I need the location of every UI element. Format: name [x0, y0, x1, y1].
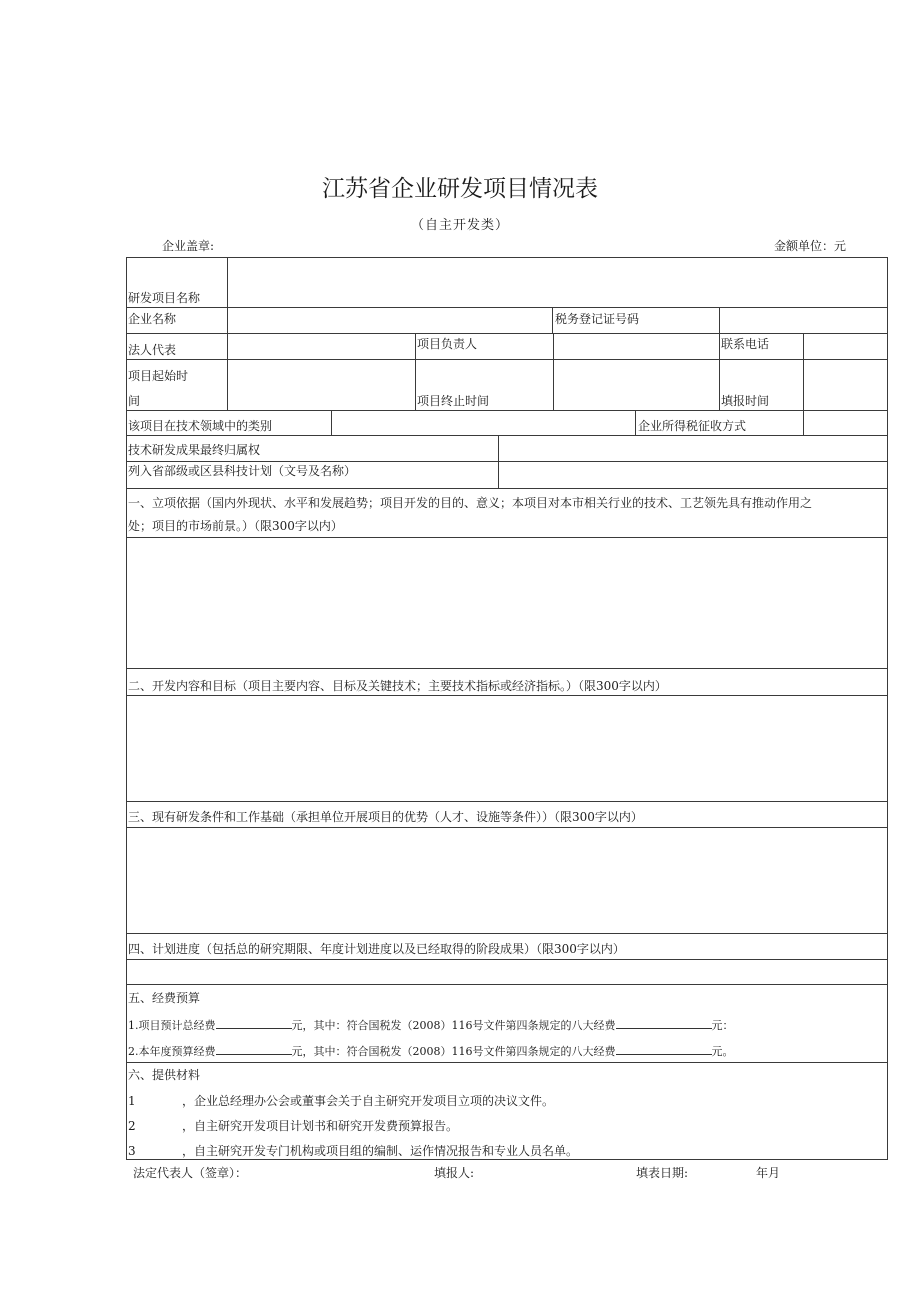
- budget-total-blank[interactable]: [216, 1018, 292, 1029]
- label-legal-representative: 法人代表: [128, 343, 177, 357]
- material-2-text: ，自主研究开发项目计划书和研究开发费预算报告。: [182, 1119, 459, 1133]
- label-tax-method: 企业所得税征收方式: [638, 419, 747, 433]
- filler-label: 填报人:: [434, 1166, 475, 1180]
- legal-rep-signature-label: 法定代表人（签章）：: [133, 1166, 248, 1180]
- material-2-num: 2: [128, 1119, 136, 1133]
- budget-annual-mid: 元，其中：符合国税发（2008）116号文件第四条规定的八大经费: [291, 1045, 616, 1058]
- budget-total-eight-blank[interactable]: [616, 1018, 712, 1029]
- label-contact-phone: 联系电话: [721, 337, 770, 351]
- label-company-name: 企业名称: [128, 312, 177, 326]
- label-start-time-cont: 间: [128, 394, 141, 408]
- label-tech-category: 该项目在技术领域中的类别: [128, 419, 273, 433]
- section-1-heading: 一、立项依据（国内外现状、水平和发展趋势；项目开发的目的、意义；本项目对本市相关行业的技术、工艺领先具有推动作用之: [128, 496, 813, 510]
- label-result-ownership: 技术研发成果最终归属权: [128, 443, 261, 457]
- label-project-name: 研发项目名称: [128, 291, 201, 305]
- section-1-heading-cont: 处；项目的市场前景。）（限300字以内）: [128, 519, 343, 533]
- material-1-num: 1: [128, 1094, 136, 1108]
- section-2-heading: 二、开发内容和目标（项目主要内容、目标及关键技术；主要技术指标或经济指标。）（限300字以内）: [128, 679, 667, 693]
- amount-unit-label: 金额单位：元: [774, 239, 847, 253]
- label-fill-time: 填报时间: [721, 394, 770, 408]
- budget-total-end: 元：: [711, 1019, 734, 1032]
- material-3-num: 3: [128, 1144, 136, 1158]
- budget-annual-blank[interactable]: [216, 1044, 292, 1055]
- fill-date-label: 填表日期:: [636, 1166, 689, 1180]
- label-project-lead: 项目负责人: [417, 337, 478, 351]
- company-seal-label: 企业盖章:: [162, 239, 215, 253]
- form-table: [126, 257, 888, 1160]
- label-tax-registration-number: 税务登记证号码: [555, 312, 640, 326]
- label-start-time: 项目起始时: [128, 369, 189, 383]
- section-6-heading: 六、提供材料: [128, 1068, 201, 1082]
- section-3-heading: 三、现有研发条件和工作基础（承担单位开展项目的优势（人才、设施等条件））（限300字以内）: [128, 810, 643, 824]
- budget-total-line: [128, 1018, 734, 1033]
- section-4-heading: 四、计划进度（包括总的研究期限、年度计划进度以及已经取得的阶段成果）（限300字以内）: [128, 942, 625, 956]
- budget-annual-line: [128, 1044, 734, 1059]
- budget-annual-end: 元。: [711, 1045, 734, 1058]
- page-title: 江苏省企业研发项目情况表: [322, 176, 598, 202]
- budget-total-label: 1.项目预计总经费: [128, 1019, 216, 1032]
- year-month-label: 年月: [756, 1166, 781, 1180]
- budget-total-mid: 元，其中：符合国税发（2008）116号文件第四条规定的八大经费: [291, 1019, 616, 1032]
- section-5-heading: 五、经费预算: [128, 991, 201, 1005]
- budget-annual-eight-blank[interactable]: [616, 1044, 712, 1055]
- label-end-time: 项目终止时间: [417, 394, 490, 408]
- label-listed-plan: 列入省部级或区县科技计划（文号及名称）: [128, 464, 357, 478]
- budget-annual-label: 2.本年度预算经费: [128, 1045, 216, 1058]
- material-1-text: ，企业总经理办公会或董事会关于自主研究开发项目立项的决议文件。: [182, 1094, 555, 1108]
- page-subtitle: （自主开发类）: [410, 218, 509, 233]
- material-3-text: ，自主研究开发专门机构或项目组的编制、运作情况报告和专业人员名单。: [182, 1144, 579, 1158]
